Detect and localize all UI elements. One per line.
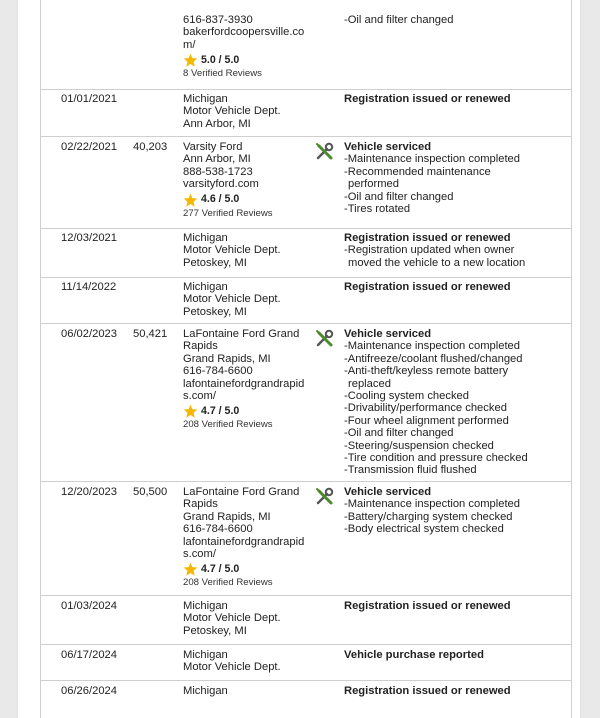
rating-value: 5.0 / 5.0 xyxy=(201,54,240,67)
table-row xyxy=(41,0,571,90)
comments-cell: Vehicle serviced -Maintenance inspection completed -Battery/charging system checked -Body electrical system checked xyxy=(344,486,559,536)
source-phone: 616-784-6600 xyxy=(183,523,253,536)
source-website-cont[interactable]: s.com/ xyxy=(183,548,216,561)
source-cell: Varsity Ford Ann Arbor, MI 888-538-1723 varsityford.com 4.6 / 5.0 277 Verified Reviews xyxy=(183,141,315,220)
comments-cell: Vehicle serviced -Maintenance inspection completed -Recommended maintenance performed -Oil and filter changed -Tires rotated xyxy=(344,141,559,215)
source-cell: Michigan Motor Vehicle Dept. xyxy=(183,649,281,674)
source-cell: Michigan Motor Vehicle Dept. Petoskey, MI xyxy=(183,600,281,637)
comment-title: Registration issued or renewed xyxy=(344,600,511,612)
comment-title: Vehicle purchase reported xyxy=(344,649,484,661)
record-mileage: 40,203 xyxy=(133,141,168,153)
table-row xyxy=(41,680,571,718)
rating xyxy=(183,193,315,207)
rating-value: 4.7 / 5.0 xyxy=(201,563,240,576)
source-name: LaFontaine Ford Grand xyxy=(183,328,300,340)
table-row xyxy=(41,89,571,137)
service-tools-icon xyxy=(315,329,337,349)
comments-cell xyxy=(344,281,559,293)
star-icon xyxy=(183,404,198,418)
record-date: 06/02/2023 xyxy=(61,328,117,340)
source-cell: Michigan Motor Vehicle Dept. Petoskey, MI xyxy=(183,232,281,269)
rating-value: 4.6 / 5.0 xyxy=(201,193,240,206)
rating xyxy=(183,404,315,418)
comments-cell xyxy=(344,685,559,697)
record-date: 12/03/2021 xyxy=(61,232,117,244)
table-row xyxy=(41,136,571,229)
comment-title: Vehicle serviced xyxy=(344,328,432,340)
record-mileage: 50,500 xyxy=(133,486,168,498)
table-row xyxy=(41,644,571,681)
source-cell: Michigan Motor Vehicle Dept. Petoskey, MI xyxy=(183,281,281,318)
star-icon xyxy=(183,562,198,576)
table-row xyxy=(41,595,571,645)
comments-cell xyxy=(344,93,559,105)
source-phone: 616-837-3930 xyxy=(183,14,253,26)
source-website-cont[interactable]: s.com/ xyxy=(183,390,216,403)
star-icon xyxy=(183,193,198,207)
rating-value: 4.7 / 5.0 xyxy=(201,405,240,418)
source-cell: LaFontaine Ford Grand Rapids Grand Rapids, MI 616-784-6600 lafontainefordgrandrapid s.com/ 4.7 / 5.0 208 Verified Reviews xyxy=(183,486,315,590)
source-name: LaFontaine Ford Grand xyxy=(183,486,300,498)
comment-title: Registration issued or renewed xyxy=(344,232,511,244)
service-tools-icon xyxy=(315,142,337,162)
comments-cell: Vehicle serviced -Maintenance inspection completed -Antifreeze/coolant flushed/changed -Anti-theft/keyless remote battery replaced -Cooling system checked -Drivability/performance checked -Four wheel alignment performed -Oil and filter changed -Steering/suspension checked -Tire condition and pressure checked -Transmission fluid flushed xyxy=(344,328,559,477)
rating xyxy=(183,562,315,576)
comments-cell xyxy=(344,600,559,612)
source-name: Varsity Ford xyxy=(183,141,243,153)
table-row xyxy=(41,481,571,596)
comments-cell: Registration issued or renewed -Registration updated when owner moved the vehicle to a new location xyxy=(344,232,559,269)
report-page xyxy=(18,0,580,718)
comment-title: Vehicle serviced xyxy=(344,486,432,498)
rating xyxy=(183,53,315,67)
comment-item: -Oil and filter changed xyxy=(344,14,454,26)
record-mileage: 50,421 xyxy=(133,328,168,340)
source-website-cont[interactable]: m/ xyxy=(183,38,196,51)
history-table xyxy=(40,0,572,718)
comment-title: Registration issued or renewed xyxy=(344,281,511,293)
table-row xyxy=(41,323,571,482)
source-website[interactable]: lafontainefordgrandrapid xyxy=(183,535,305,548)
source-website[interactable]: bakerfordcoopersville.co xyxy=(183,26,305,39)
record-date: 12/20/2023 xyxy=(61,486,117,498)
comment-title: Registration issued or renewed xyxy=(344,685,511,697)
record-date: 01/01/2021 xyxy=(61,93,117,105)
verified-reviews-link[interactable]: 208 Verified Reviews xyxy=(183,419,273,431)
record-date: 01/03/2024 xyxy=(61,600,117,612)
record-date: 06/17/2024 xyxy=(61,649,117,661)
verified-reviews-link[interactable]: 277 Verified Reviews xyxy=(183,207,273,219)
source-phone: 888-538-1723 xyxy=(183,165,253,178)
comment-title: Registration issued or renewed xyxy=(344,93,511,105)
source-cell xyxy=(183,14,315,81)
source-cell: Michigan xyxy=(183,685,228,697)
comments-cell xyxy=(344,649,559,661)
record-date: 06/26/2024 xyxy=(61,685,117,697)
service-tools-icon xyxy=(315,487,337,507)
record-date: 02/22/2021 xyxy=(61,141,117,153)
source-phone: 616-784-6600 xyxy=(183,365,253,378)
table-row xyxy=(41,277,571,324)
source-cell: Michigan Motor Vehicle Dept. Ann Arbor, MI xyxy=(183,93,281,130)
verified-reviews-link[interactable]: 208 Verified Reviews xyxy=(183,577,273,589)
record-date: 11/14/2022 xyxy=(61,281,117,293)
comments-cell xyxy=(344,14,559,26)
source-website[interactable]: varsityford.com xyxy=(183,178,259,191)
comment-title: Vehicle serviced xyxy=(344,141,432,153)
table-row xyxy=(41,228,571,278)
source-cell: LaFontaine Ford Grand Rapids Grand Rapids, MI 616-784-6600 lafontainefordgrandrapid s.com/ 4.7 / 5.0 208 Verified Reviews xyxy=(183,328,315,432)
source-website[interactable]: lafontainefordgrandrapid xyxy=(183,377,305,390)
verified-reviews-link[interactable]: 8 Verified Reviews xyxy=(183,68,262,80)
star-icon xyxy=(183,53,198,67)
